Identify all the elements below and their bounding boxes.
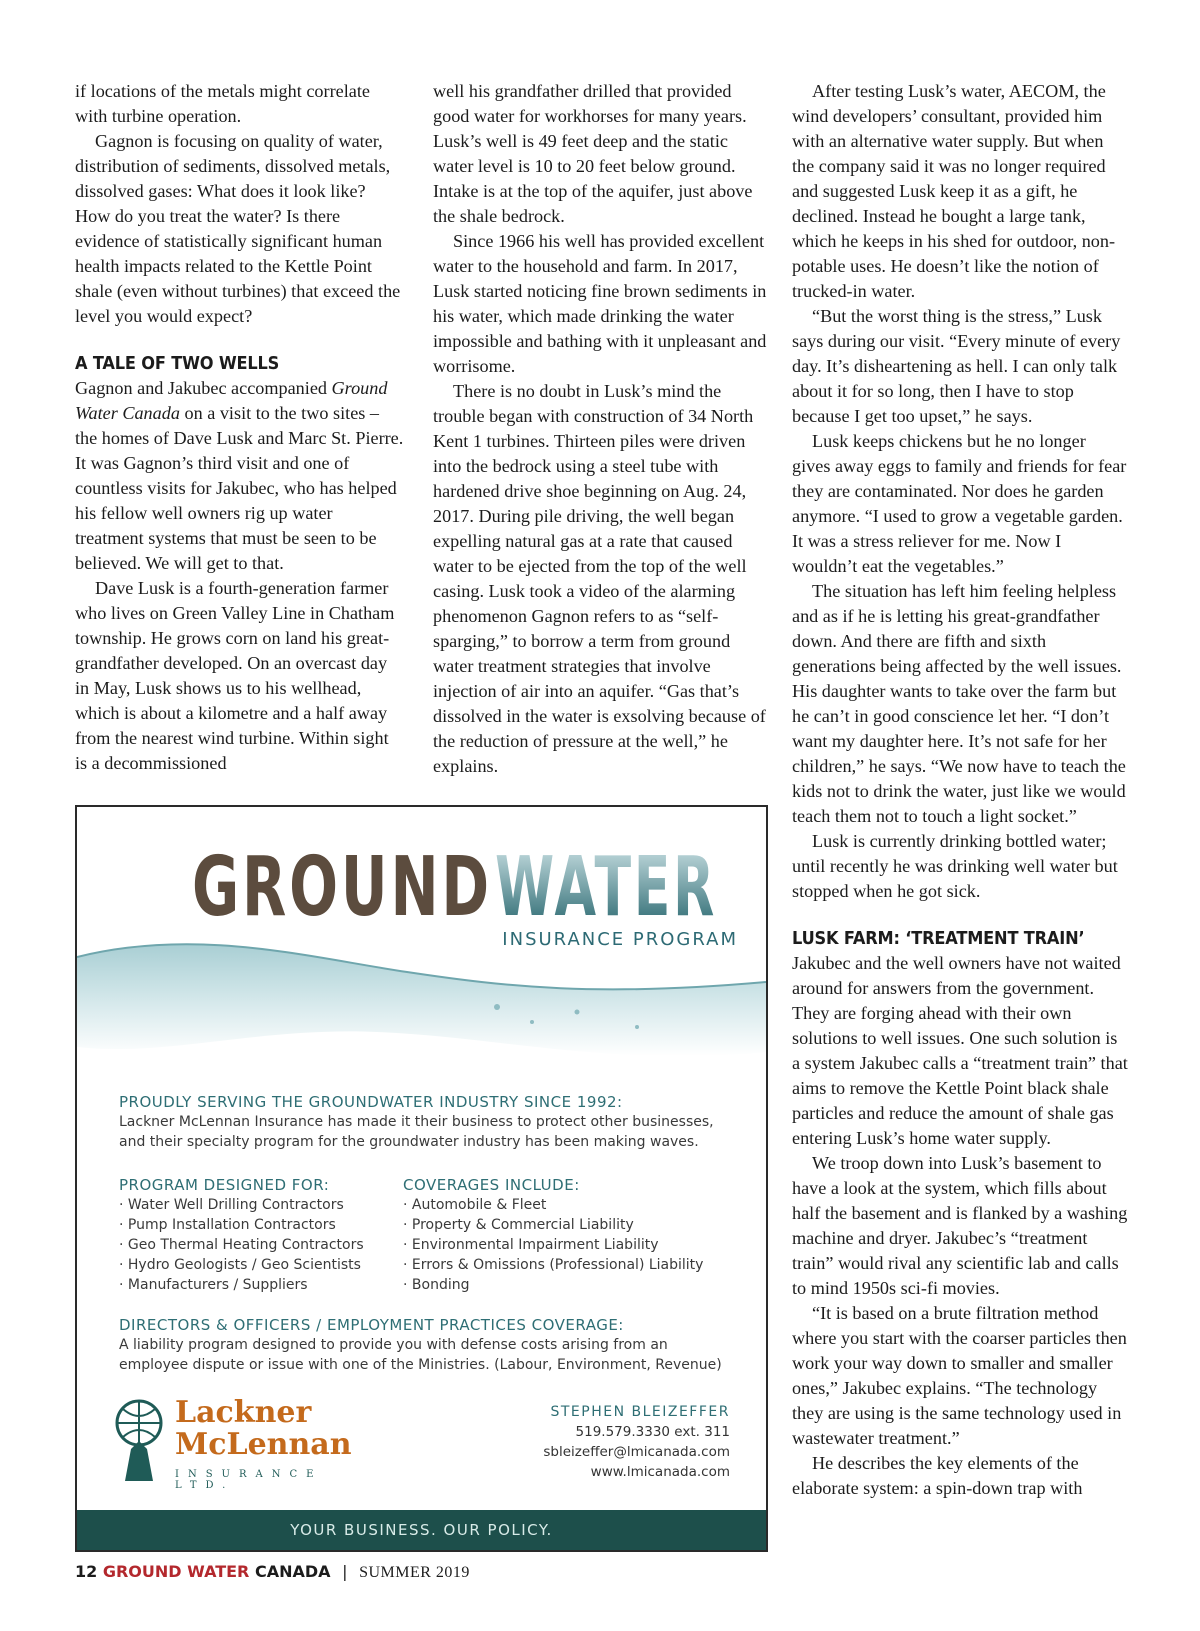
magazine-name-canada: CANADA (254, 1562, 331, 1581)
contact-email[interactable]: sbleizeffer@lmicanada.com (543, 1444, 730, 1460)
paragraph: “It is based on a brute filtration method where you start with the coarser particles then work your way down to smaller and smaller ones,” Jakubec explains. “The technology they are using is the same technology used in wastewater treatment.” (792, 1303, 1127, 1448)
ad-title-water: WATER (495, 840, 717, 935)
serving-block (119, 1092, 736, 1152)
contact-website[interactable]: www.lmicanada.com (590, 1464, 730, 1480)
program-heading: PROGRAM DESIGNED FOR: (119, 1176, 330, 1194)
list-item: · Hydro Geologists / Geo Scientists (119, 1255, 419, 1275)
paragraph: Dave Lusk is a fourth-generation farmer who lives on Green Valley Line in Chatham township. He grows corn on land his great-grandfather developed. On an overcast day in May, Lusk shows us to his wellhead, which is about a kilometre and a half away from the nearest wind turbine. Within sight is a decommissioned (75, 578, 395, 773)
serving-text: Lackner McLennan Insurance has made it their business to protect other businesses, and their specialty program for the groundwater industry has been making waves. (119, 1114, 714, 1150)
groundwater-insurance-ad (75, 805, 768, 1552)
paragraph: Lusk is currently drinking bottled water; until recently he was drinking well water but stopped when he got sick. (792, 831, 1118, 901)
water-wave-shape (77, 944, 766, 1056)
paragraph: if locations of the metals might correlate with turbine operation. (75, 81, 370, 126)
list-item: · Geo Thermal Heating Contractors (119, 1235, 419, 1255)
paragraph: Gagnon and Jakubec accompanied Ground Water Canada on a visit to the two sites – the homes of Dave Lusk and Marc St. Pierre. It was Gagnon’s third visit and one of countless visits for Jakubec, who has helped his fellow well owners rig up water treatment systems that must be seen to be believed. We will get to that. (75, 378, 404, 573)
contact-name: STEPHEN BLEIZEFFER (550, 1404, 730, 1420)
paragraph: Jakubec and the well owners have not waited around for answers from the government. They are forging ahead with their own solutions to well issues. One such solution is a system Jakubec calls a “treatment train” that aims to remove the Kettle Point black shale particles and reduce the amount of shale gas entering Lusk’s home water supply. (792, 953, 1128, 1148)
paragraph: After testing Lusk’s water, AECOM, the wind developers’ consultant, provided him with an alternative water supply. But when the company said it was no longer required and suggested Lusk keep it as a gift, he declined. Instead he bought a large tank, which he keeps in his shed for outdoor, non-potable uses. He doesn’t like the notion of trucked-in water. (792, 81, 1116, 301)
article-column-2 (433, 79, 768, 779)
list-item: · Property & Commercial Liability (403, 1215, 733, 1235)
section-heading-tale-of-two-wells: A TALE OF TWO WELLS (75, 353, 280, 374)
page-number: 12 (75, 1562, 98, 1581)
list-item: · Water Well Drilling Contractors (119, 1195, 419, 1215)
contact-phone: 519.579.3330 ext. 311 (575, 1424, 730, 1440)
serving-heading: PROUDLY SERVING THE GROUNDWATER INDUSTRY SINCE 1992: (119, 1093, 623, 1111)
list-item: · Bonding (403, 1275, 733, 1295)
coverage-list-block (403, 1175, 733, 1295)
list-item: · Environmental Impairment Liability (403, 1235, 733, 1255)
paragraph: Lusk keeps chickens but he no longer gives away eggs to family and friends for fear they are contaminated. Nor does he garden anymore. “I used to grow a vegetable garden. It was a stress reliever for me. Now I wouldn’t eat the vegetables.” (792, 431, 1127, 576)
list-item: · Pump Installation Contractors (119, 1215, 419, 1235)
paragraph: well his grandfather drilled that provided good water for workhorses for many years. Lusk’s well is 49 feet deep and the static water level is 10 to 20 feet below ground. Intake is at the top of the aquifer, just above the shale bedrock. (433, 81, 753, 226)
ad-subtitle: INSURANCE PROGRAM (502, 929, 738, 950)
footer-separator: | (342, 1562, 348, 1581)
article-column-1 (75, 79, 405, 776)
program-list-block (119, 1175, 419, 1295)
logo-name: Lackner McLennan (175, 1395, 352, 1462)
directors-block (119, 1315, 736, 1375)
paragraph: We troop down into Lusk’s basement to have a look at the system, which fills about half the basement and is flanked by a washing machine and dryer. Jakubec’s “treatment train” would rival any scientific lab and calls to mind 1950s sci-fi movies. (792, 1153, 1128, 1298)
directors-heading: DIRECTORS & OFFICERS / EMPLOYMENT PRACTICES COVERAGE: (119, 1316, 624, 1334)
atlas-globe-icon (107, 1397, 171, 1483)
logo-subtitle: INSURANCE LTD. (175, 1469, 323, 1491)
paragraph: He describes the key elements of the elaborate system: a spin-down trap with (792, 1453, 1083, 1498)
coverage-heading: COVERAGES INCLUDE: (403, 1176, 580, 1194)
paragraph: The situation has left him feeling helpless and as if he is letting his great-grandfather down. And there are fifth and sixth generations being affected by the well issues. His daughter wants to take over the farm but he can’t in good conscience let her. “I don’t want my daughter here. It’s not safe for her children,” he says. “We now have to teach the kids not to drink the water, just like we would teach them not to touch a light socket.” (792, 581, 1126, 826)
article-column-3 (792, 79, 1128, 1501)
ad-title-ground: GROUND (192, 840, 492, 935)
program-list (119, 1195, 419, 1295)
issue-label: SUMMER 2019 (359, 1564, 470, 1581)
directors-text: A liability program designed to provide you with defense costs arising from an employee dispute or issue with one of the Ministries. (Labour, Environment, Revenue) (119, 1337, 722, 1373)
magazine-name-ground-water: GROUND WATER (102, 1562, 250, 1581)
lackner-mclennan-logo (107, 1395, 377, 1491)
paragraph: There is no doubt in Lusk’s mind the trouble began with construction of 34 North Kent 1 turbines. Thirteen piles were driven into the bedrock using a steel tube with hardened drive shoe beginning on Aug. 24, 2017. During pile driving, the well began expelling natural gas at a rate that caused water to be ejected from the top of the well casing. Lusk took a video of the alarming phenomenon Gagnon refers to as “self-sparging,” to borrow a term from ground water treatment strategies that involve injection of air into an aquifer. “Gas that’s dissolved in the water is exsolving because of the reduction of pressure at the well,” he explains. (433, 381, 766, 776)
contact-block (543, 1402, 730, 1482)
list-item: · Manufacturers / Suppliers (119, 1275, 419, 1295)
ad-tagline: YOUR BUSINESS. OUR POLICY. (77, 1510, 766, 1550)
coverage-list (403, 1195, 733, 1295)
list-item: · Errors & Omissions (Professional) Liability (403, 1255, 733, 1275)
paragraph: Since 1966 his well has provided excellent water to the household and farm. In 2017, Lusk started noticing fine brown sediments in his water, which made drinking the water impossible and bathing with it unpleasant and worrisome. (433, 231, 767, 376)
list-item: · Automobile & Fleet (403, 1195, 733, 1215)
paragraph: Gagnon is focusing on quality of water, distribution of sediments, dissolved metals, dissolved gases: What does it look like? How do you treat the water? Is there evidence of statistically significant human health impacts related to the Kettle Point shale (even without turbines) that exceed the level you would expect? (75, 131, 401, 326)
page-footer (75, 1562, 470, 1582)
section-heading-lusk-farm: LUSK FARM: ‘TREATMENT TRAIN’ (792, 928, 1085, 949)
paragraph: “But the worst thing is the stress,” Lusk says during our visit. “Every minute of every day. It’s disheartening as hell. I can only talk about it for so long, then I have to stop because I get too upset,” he says. (792, 306, 1121, 426)
